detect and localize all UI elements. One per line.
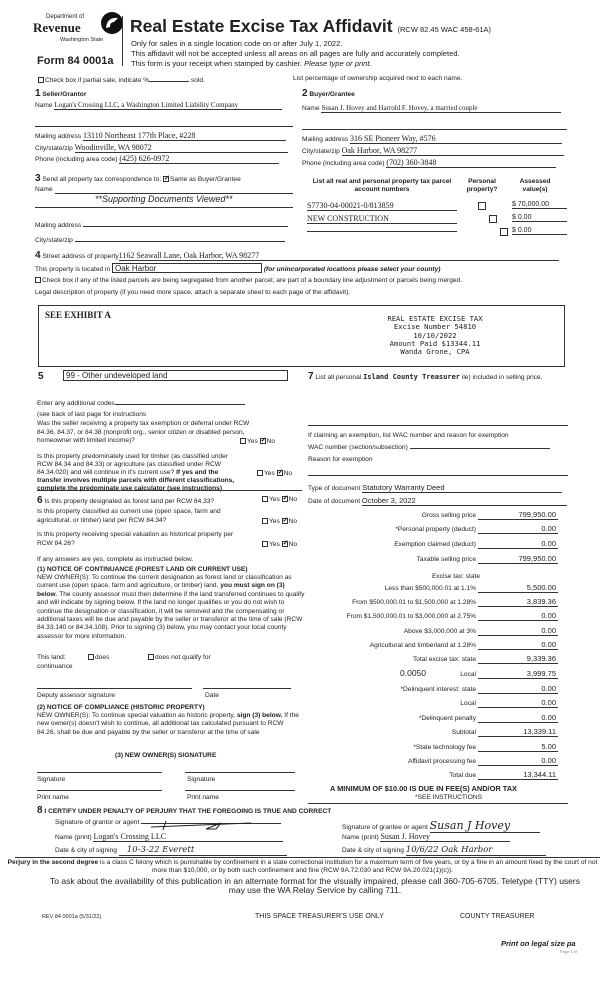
- seller-name-field[interactable]: Logan's Crossing LLC, a Washington Limited Liability Company: [54, 101, 282, 110]
- alt-format-notice: To ask about the availability of this publication in an alternate format for the visually impaired, please call 360-705-6705. Teletype (TTY) users may use the WA Relay Service by calling 711.: [50, 876, 580, 895]
- tax-row: [308, 583, 558, 595]
- if-any-yes: If any answers are yes, complete as instructed below.: [37, 556, 194, 563]
- dor-logo: [33, 13, 123, 43]
- exemption-no-checkbox[interactable]: [260, 438, 266, 444]
- seller-name-line2: [35, 126, 293, 127]
- wac-label: WAC number (section/subsection): [308, 444, 408, 451]
- section7-label-b: ile) included in selling price.: [461, 374, 543, 381]
- grantee-date-field[interactable]: 10/6/22 Oak Harbor: [406, 845, 546, 856]
- grantor-name-label: Name (print): [55, 834, 92, 841]
- forest-no-checkbox[interactable]: [282, 496, 288, 502]
- tax-row-label: Subtotal: [451, 729, 476, 736]
- no-label: No: [288, 541, 298, 548]
- forest-q: [37, 495, 214, 506]
- forest-yes-no: [262, 496, 297, 503]
- excise-state-label: Excise tax: state: [432, 573, 481, 580]
- buyer-mail-label: Mailing address: [302, 136, 349, 143]
- tax-row-label: *State technology fee: [413, 744, 476, 751]
- stamp-line: Excise Number 54810: [393, 322, 477, 332]
- signature-label: Signature: [187, 776, 216, 783]
- tax-row-value[interactable]: 5.00: [478, 742, 558, 752]
- this-land-label: This land:: [37, 654, 66, 661]
- tax-row-value[interactable]: 0.00: [478, 626, 558, 636]
- corr-city-row: [35, 237, 285, 244]
- grantor-date-row: [55, 845, 287, 856]
- current-use-yes-no: [262, 518, 297, 525]
- section6-num: 6: [37, 495, 43, 506]
- assessed-value-field[interactable]: $ 0.00: [512, 214, 567, 222]
- perjury-notice: [5, 859, 600, 875]
- seller-name-row: [35, 101, 293, 110]
- tax-row-value[interactable]: 0.00: [478, 524, 558, 534]
- grantee-signature[interactable]: Susan J Hovey: [430, 819, 540, 833]
- additional-codes-field[interactable]: [115, 404, 245, 405]
- tax-row: [308, 727, 558, 739]
- seller-mail-field[interactable]: 13110 Northeast 177th Place, #228: [83, 131, 286, 141]
- deputy-label: Deputy assessor signature: [37, 692, 116, 699]
- exemption-question: [37, 420, 262, 446]
- buyer-mail-field[interactable]: 316 SE Pioneer Way, #576: [350, 134, 562, 144]
- page-number: Page 1 of: [560, 949, 578, 954]
- logo-state: Washington State: [60, 37, 104, 43]
- corr-mail-field[interactable]: [83, 226, 288, 227]
- corr-city-field[interactable]: [75, 241, 285, 242]
- personal-property-checkbox[interactable]: [489, 215, 497, 223]
- tax-row-label: *Delinquent penalty: [418, 715, 476, 722]
- n2-text-c: If the new owner(s) doesn't wish to continue, all additional tax calculated pursuant to RCW 84.26, shall be due and payable by the seller or transferor at the time of sale: [37, 712, 299, 736]
- grantor-name-row: [55, 832, 283, 842]
- legal-description: SEE EXHIBIT A: [45, 310, 111, 320]
- exemption-question-text: Was the seller receiving a property tax exemption or deferral under RCW 84.36, 84.37, or 84.38 (nonprofit org., senior citizen or disabled person, homeowner with limited income)?: [37, 420, 250, 445]
- stamp-county-treasurer: Island County Treasurer: [363, 373, 461, 381]
- buyer-heading: [302, 88, 355, 99]
- reason-label: Reason for exemption: [308, 456, 373, 463]
- does-not-label: does not qualify for: [155, 654, 211, 661]
- seller-city-row: [35, 143, 288, 153]
- see-back: (see back of last page for instructions: [37, 411, 147, 418]
- tax-row-label: From $1,500,000.01 to $3,000,000 at 2.75%: [346, 613, 476, 620]
- yes-label: Yes: [269, 496, 280, 503]
- buyer-title: Buyer/Grantee: [309, 91, 355, 98]
- doc-date-row: [308, 496, 567, 506]
- exemption-yes-checkbox[interactable]: [240, 438, 246, 444]
- segregated-label: Check box if any of the listed parcels are being segregated from another parcel, are part of a boundary line adjustment or parcels being merged.: [42, 277, 463, 284]
- seller-city-field[interactable]: Woodinville, WA 98072: [75, 143, 288, 153]
- tax-row-value[interactable]: 0.00: [478, 756, 558, 766]
- yes-label: Yes: [247, 438, 258, 445]
- stamp-line: Wanda Grone, CPA: [400, 347, 470, 357]
- timber-yes-no: [257, 470, 292, 477]
- perjury-text: is a class C felony which is punishable by confinement in a state correctional institution for a maximum term of five years, or by a fine in an amount fixed by the court of not more than $10,000, or by both such confinement and fine (RCW 9A.72.030 and RCW 9A.20.021(1)(c)).: [98, 859, 598, 874]
- tax-row-label: Agricultural and timberland at 1.28%: [369, 642, 476, 649]
- treasurer-use-only: THIS SPACE TREASURER'S USE ONLY: [255, 913, 384, 920]
- supporting-docs-stamp: **Supporting Documents Viewed**: [95, 194, 233, 204]
- seller-phone-label: Phone (including area code): [35, 156, 118, 163]
- seller-title: Seller/Grantor: [42, 91, 87, 98]
- parcel-header-value: Assessed value(s): [519, 178, 551, 193]
- does-label: does: [95, 654, 110, 661]
- buyer-name-field[interactable]: Susan J. Hovey and Harrold F. Hovey, a married couple: [321, 104, 561, 113]
- see-instructions: *SEE INSTRUCTIONS: [415, 794, 483, 801]
- local-rate: 0.0050: [400, 668, 426, 678]
- grantee-name-field[interactable]: Susan J. Hovey: [380, 832, 510, 842]
- section6-divider: [308, 803, 568, 804]
- subtitle-3-em: Please type or print.: [304, 59, 372, 68]
- does-option: [88, 654, 109, 661]
- tax-row: [308, 756, 558, 768]
- does-not-option: [148, 654, 211, 661]
- parcel-number-field[interactable]: S7730-04-00021-0/813859: [307, 201, 457, 211]
- parcel-number-field[interactable]: NEW CONSTRUCTION: [307, 214, 457, 224]
- current-use-yes-checkbox[interactable]: [262, 518, 268, 524]
- timber-question: [37, 453, 237, 493]
- tax-row-value[interactable]: 799,950.00: [478, 510, 558, 520]
- doc-type-label: Type of document: [308, 485, 361, 492]
- notice-continuance-title: (1) NOTICE OF CONTINUANCE (FOREST LAND OR CURRENT USE): [37, 566, 248, 573]
- parcel-number-field[interactable]: [307, 231, 457, 232]
- doc-date-label: Date of document: [308, 498, 361, 505]
- partial-sale: [38, 77, 205, 84]
- additional-codes-row: [37, 400, 245, 407]
- logo-dept: Department of: [46, 14, 85, 20]
- tax-row-value[interactable]: 3,839.36: [478, 597, 558, 607]
- tax-row: [308, 654, 558, 666]
- deputy-date-label: Date: [205, 692, 219, 699]
- parcel-header-personal: Personal property?: [466, 178, 498, 193]
- tax-row: [308, 626, 558, 638]
- tax-row-label: Exemption claimed (deduct): [394, 541, 476, 548]
- stamp-line: Amount Paid $13344.11: [389, 338, 481, 348]
- stamp-line: REAL ESTATE EXCISE TAX: [387, 314, 483, 323]
- grantee-date-row: [342, 845, 546, 856]
- current-use-no-checkbox[interactable]: [282, 518, 288, 524]
- n1-text-b: you must sign on (3) below: [37, 582, 285, 598]
- section7-num: 7: [308, 371, 314, 382]
- signature-label: Signature: [37, 776, 66, 783]
- tax-row-value[interactable]: 0.00: [478, 684, 558, 694]
- tax-row: [308, 770, 558, 782]
- subtitle-3-text: This form is your receipt when stamped by cashier.: [131, 59, 302, 68]
- forest-yes-checkbox[interactable]: [262, 496, 268, 502]
- tax-row-label: Less than $500,000.01 at 1.1%: [384, 585, 476, 592]
- grantor-signature-scribble-icon: [151, 820, 261, 830]
- no-label: No: [283, 470, 293, 477]
- located-select[interactable]: Oak Harbor: [112, 263, 262, 273]
- historic-yes-no: [262, 541, 297, 548]
- tax-row-label: Affidavit processing fee: [407, 758, 476, 765]
- parcel-row: [307, 227, 457, 234]
- yes-label: Yes: [269, 518, 280, 525]
- does-checkbox[interactable]: [88, 654, 94, 660]
- tax-row: [308, 742, 558, 754]
- tax-row: [308, 684, 558, 696]
- seller-phone-field[interactable]: (425) 626-0972: [119, 154, 279, 164]
- grantor-name-field[interactable]: Logan's Crossing LLC: [93, 832, 283, 842]
- continuance-label: continuance: [37, 663, 73, 670]
- n1-text-a: NEW OWNER(S): To continue the current designation as forest land or classification as current use (open space, farm and agriculture, or timber) land,: [37, 574, 292, 590]
- legal-size-note: Print on legal size pa: [501, 939, 576, 948]
- corr-mail-label: Mailing address: [35, 222, 82, 229]
- title-rcw: (RCW 82.45 WAC 458-61A): [397, 25, 492, 34]
- certify-text: I CERTIFY UNDER PENALTY OF PERJURY THAT THE FOREGOING IS TRUE AND CORRECT: [44, 808, 332, 815]
- notice-continuance-text: [37, 574, 305, 641]
- seller-heading: [35, 88, 86, 99]
- parcel-row: [307, 201, 457, 211]
- wac-field[interactable]: [410, 448, 550, 449]
- tax-row: [308, 611, 558, 623]
- grantor-sig-label: Signature of grantor or agent: [55, 819, 140, 826]
- buyer-num: 2: [302, 88, 308, 99]
- partial-sale-checkbox[interactable]: [38, 77, 44, 83]
- minimum-due-note: A MINIMUM OF $10.00 IS DUE IN FEE(S) AND/OR TAX: [330, 784, 517, 793]
- tax-row: [308, 713, 558, 725]
- tax-row-label: *Delinquent interest: state: [400, 686, 476, 693]
- doc-type-field[interactable]: Statutory Warranty Deed: [362, 483, 562, 493]
- title-text: Real Estate Excise Tax Affidavit: [130, 16, 393, 36]
- forest-question: Is this property designated as forest land per RCW 84.33?: [44, 498, 215, 505]
- pct-note: List percentage of ownership acquired next to each name.: [293, 75, 463, 82]
- section7-label-a: List all personal: [315, 374, 362, 381]
- form-number: Form 84 0001a: [37, 55, 114, 67]
- n2-text-b: sign (3) below.: [236, 712, 283, 719]
- tax-row-label: Local: [460, 671, 476, 678]
- deputy-sig-line: [37, 688, 192, 689]
- legal-label: Legal description of property (if you need more space, attach a separate sheet to each page of the affidavit).: [35, 289, 351, 296]
- tax-row-value[interactable]: 5,500.00: [478, 583, 558, 593]
- grantee-date-label: Date & city of signing: [342, 847, 404, 854]
- property-num: 4: [35, 250, 41, 261]
- tax-row-value[interactable]: 0.00: [478, 539, 558, 549]
- owner-sig-line-2[interactable]: [185, 772, 295, 773]
- tax-row: [308, 524, 558, 536]
- corr-name-line2: [35, 207, 293, 208]
- tax-row-value[interactable]: 0.00: [478, 713, 558, 723]
- grantor-sig-row: [55, 819, 281, 826]
- street-label: Street address of property: [42, 253, 119, 260]
- current-use-q: Is this property classified as current use (open space, farm and agricultural, or timber) land per RCW 84.34?: [37, 508, 221, 524]
- assessed-value-field[interactable]: $ 70,000.00: [512, 201, 567, 209]
- county-treasurer: COUNTY TREASURER: [460, 913, 535, 920]
- corr-mail-row: [35, 222, 288, 229]
- buyer-city-field[interactable]: Oak Harbor, WA 98277: [342, 146, 564, 156]
- partial-pct-field[interactable]: [149, 81, 189, 82]
- seller-phone-row: [35, 154, 279, 164]
- parcel-row: [307, 214, 457, 224]
- notice-compliance-title: (2) NOTICE OF COMPLIANCE (HISTORIC PROPERTY): [37, 704, 205, 711]
- timber-question-bold: If yes and the transfer involves multiple parcels with different classifications, complete the predominate use calculator (see instructions): [37, 469, 235, 492]
- partial-label: Check box if partial sale, indicate %: [45, 77, 150, 84]
- no-label: No: [266, 438, 276, 445]
- correspondence-num: 3: [35, 173, 41, 184]
- same-as-buyer-label: Same as Buyer/Grantee: [170, 176, 241, 183]
- segregated-checkbox[interactable]: [35, 277, 41, 283]
- grantee-name-row: [342, 832, 510, 842]
- buyer-phone-row: [302, 158, 556, 168]
- tax-row-value[interactable]: 13,344.11: [478, 770, 558, 780]
- certify-num: 8: [37, 805, 43, 816]
- street-row: [35, 250, 559, 261]
- additional-codes-label: Enter any additional codes: [37, 400, 115, 407]
- buyer-city-label: City/state/zip: [302, 148, 340, 155]
- corr-city-label: City/state/zip: [35, 237, 73, 244]
- assessed-value-field[interactable]: $ 0.00: [512, 227, 567, 235]
- timber-yes-checkbox[interactable]: [257, 470, 263, 476]
- grantee-sig-row: [342, 819, 540, 833]
- subtitle-2: This affidavit will not be accepted unless all areas on all pages are fully and accurately completed.: [131, 49, 460, 58]
- yes-label: Yes: [264, 470, 275, 477]
- deputy-date-line: [203, 688, 291, 689]
- tax-row-value[interactable]: 13,339.11: [478, 727, 558, 737]
- treasurer-receipt-stamp: [365, 315, 505, 356]
- partial-sold: sold.: [190, 77, 205, 84]
- buyer-city-row: [302, 146, 564, 156]
- tax-row-value[interactable]: 799,950.00: [478, 554, 558, 564]
- historic-yes-checkbox[interactable]: [262, 541, 268, 547]
- tax-row: [308, 597, 558, 609]
- tax-row-value[interactable]: 0.00: [478, 611, 558, 621]
- perjury-bold: Perjury in the second degree: [7, 859, 99, 866]
- corr-name-label: Name: [35, 186, 53, 193]
- grantor-date-label: Date & city of signing: [55, 847, 117, 854]
- exempt-label: If claiming an exemption, list WAC number and reason for exemption: [308, 432, 509, 439]
- correspondence-row: [35, 173, 241, 184]
- segregated-row: [35, 277, 462, 284]
- tax-row-value[interactable]: 0.00: [478, 698, 558, 708]
- street-field[interactable]: 1162 Seawall Lane, Oak Harbor, WA 98277: [119, 251, 559, 261]
- seller-num: 1: [35, 88, 41, 99]
- tax-row-value[interactable]: 3,999.75: [478, 669, 558, 679]
- yes-label: Yes: [269, 541, 280, 548]
- tax-row: [308, 554, 558, 566]
- certify-heading: [37, 805, 331, 816]
- revision: REV 84 0001a (5/31/22): [42, 914, 102, 920]
- located-note: (for unincorporated locations please select your county): [263, 266, 441, 273]
- wac-row: [308, 444, 550, 451]
- notice-compliance-text: [37, 712, 302, 737]
- personal-property-checkbox[interactable]: [478, 202, 486, 210]
- buyer-mail-row: [302, 134, 562, 144]
- tax-row-label: *Personal property (deduct): [395, 526, 476, 533]
- stamp-line: 10/10/2022: [413, 330, 457, 340]
- owner-sig-line-1[interactable]: [37, 772, 162, 773]
- owner-print-line-2[interactable]: [185, 790, 295, 791]
- n2-text-a: NEW OWNER(S): To continue special valuation as historic property,: [37, 712, 236, 719]
- logo-revenue: Revenue: [33, 20, 81, 35]
- tax-row-label: Above $3,000,000 at 3%: [403, 628, 476, 635]
- tax-row: [308, 539, 558, 551]
- tax-row-label: Taxable selling price: [416, 556, 476, 563]
- seller-mail-row: [35, 131, 286, 141]
- reason-line: [308, 475, 568, 476]
- doc-date-field[interactable]: October 3, 2022: [362, 496, 567, 506]
- timber-question-text: Is this property predominately used for timber (as classified under RCW 84.34 and 84.33) or agriculture (as classified under RCW 84.34.020) and will continue in it's current use?: [37, 453, 228, 476]
- personal-property-checkbox[interactable]: [500, 228, 508, 236]
- certify-divider: [15, 857, 600, 858]
- page-title: [130, 16, 491, 37]
- section5-divider: [37, 490, 302, 491]
- grantor-date-field[interactable]: 10-3-22 Everett: [119, 845, 287, 856]
- parcel-header-number: List all real and personal property tax parcel account numbers: [312, 178, 452, 193]
- located-row: [35, 263, 440, 273]
- correspondence-label: Send all property tax correspondence to:: [42, 176, 162, 183]
- new-owner-sig-title: (3) NEW OWNER(S) SIGNATURE: [115, 752, 217, 759]
- grantee-name-label: Name (print): [342, 834, 379, 841]
- no-label: No: [288, 496, 298, 503]
- section7-row: [308, 371, 543, 382]
- exemption-yes-no: [240, 438, 275, 445]
- header-divider: [122, 16, 123, 66]
- tax-row-label: Total due: [449, 772, 476, 779]
- subtitle-1: Only for sales in a single location code on or after July 1, 2022.: [131, 39, 343, 48]
- buyer-name-line2: [302, 129, 567, 130]
- seller-name-label: Name: [35, 102, 53, 109]
- same-as-buyer-checkbox[interactable]: [163, 176, 169, 182]
- print-name-label: Print name: [187, 794, 219, 801]
- doc-type-row: [308, 483, 562, 493]
- timber-no-checkbox[interactable]: [277, 470, 283, 476]
- buyer-phone-label: Phone (including area code): [302, 160, 385, 167]
- n1-text-c: . The county assessor must then determine if the land transferred continues to qualify and will indicate by signing below. If the land no longer qualifies or you do not wish to continue the designation or classification, it will be removed and the compensating or additional taxes will be due and payable by the seller or transferor at the time of sale (RCW 84.33.140 or 84.34.108). Prior to signing (3) below, you may contact your local county assessor for more information.: [37, 590, 305, 640]
- subtitle-3: [131, 59, 372, 68]
- seller-city-label: City/state/zip: [35, 145, 73, 152]
- tax-row-label: Local: [460, 700, 476, 707]
- grantor-signature[interactable]: [141, 823, 281, 824]
- tax-row-value[interactable]: 9,339.36: [478, 654, 558, 664]
- does-not-checkbox[interactable]: [148, 654, 154, 660]
- tax-row: [308, 510, 558, 522]
- print-name-label: Print name: [37, 794, 69, 801]
- no-label: No: [288, 518, 298, 525]
- buyer-name-row: [302, 104, 561, 113]
- tax-row-value[interactable]: 0.00: [478, 640, 558, 650]
- located-label: This property is located in: [35, 266, 111, 273]
- seller-mail-label: Mailing address: [35, 133, 82, 140]
- tax-row: [308, 698, 558, 710]
- section7-line: [308, 425, 568, 426]
- buyer-phone-field[interactable]: (702) 360-3848: [386, 158, 556, 168]
- tax-row-label: Gross selling price: [421, 512, 476, 519]
- section5-num: 5: [38, 371, 44, 382]
- tax-row-label: Total excise tax: state: [412, 656, 476, 663]
- buyer-name-label: Name: [302, 105, 320, 112]
- tax-row: [308, 640, 558, 652]
- grantee-sig-label: Signature of grantee or agent: [342, 824, 428, 831]
- historic-no-checkbox[interactable]: [282, 541, 288, 547]
- tax-row-label: From $500,000.01 to $1,500,000 at 1.28%: [352, 599, 476, 606]
- use-code-select[interactable]: 99 - Other undeveloped land: [63, 370, 288, 381]
- owner-print-line-1[interactable]: [37, 790, 162, 791]
- historic-q: Is this property receiving special valuation as historical property per RCW 84.26?: [37, 531, 234, 547]
- tax-row: [308, 669, 558, 681]
